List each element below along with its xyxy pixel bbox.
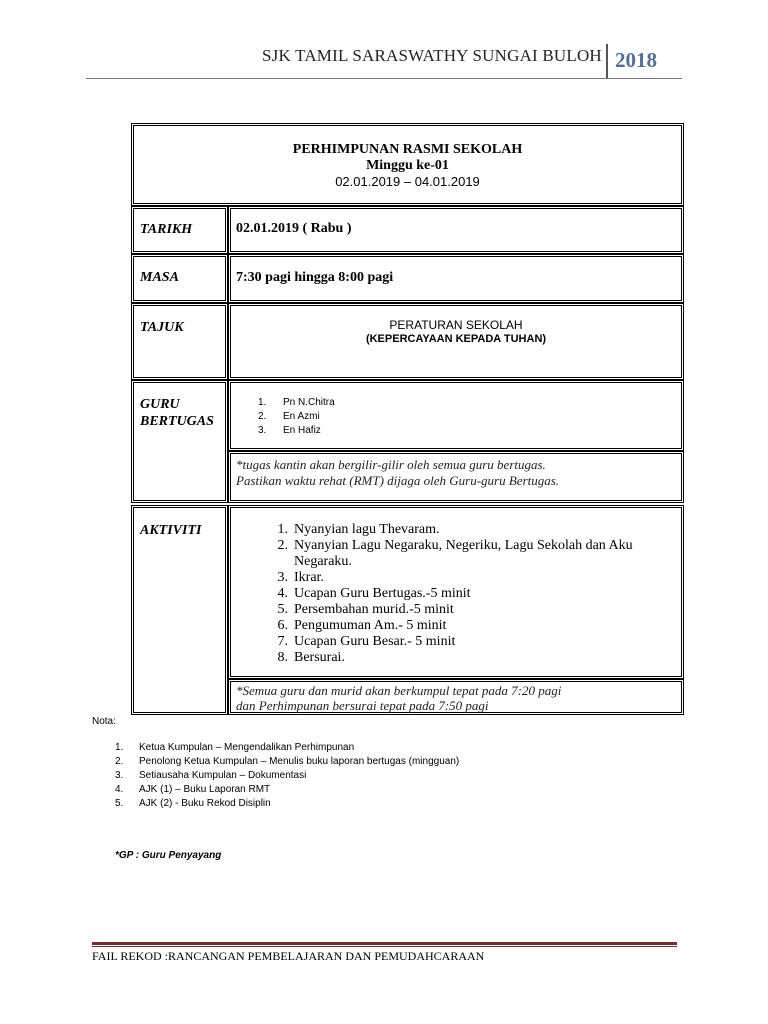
footer-rule-thick (92, 942, 677, 945)
list-item: 3. Ikrar. (277, 570, 324, 585)
tarikh-value: 02.01.2019 ( Rabu ) (236, 221, 352, 236)
tarikh-label: TARIKH (140, 222, 193, 237)
tajuk-line2: (KEPERCAYAAN KEPADA TUHAN) (365, 333, 547, 345)
list-item: 8. Bersurai. (277, 650, 345, 665)
list-item: 1. Pn N.Chitra (258, 397, 335, 408)
aktiviti-note-line1: *Semua guru dan murid akan berkumpul tepat pada 7:20 pagi (236, 683, 562, 698)
list-item: 4. Ucapan Guru Bertugas.-5 minit (277, 586, 471, 601)
school-name: SJK TAMIL SARASWATHY SUNGAI BULOH (262, 46, 602, 65)
form-date-range: 02.01.2019 – 04.01.2019 (335, 174, 480, 189)
guru-label-line1: GURU (140, 397, 180, 412)
form-week: Minggu ke-01 (366, 158, 449, 173)
list-item: 2. Nyanyian Lagu Negaraku, Negeriku, Lagu Sekolah dan Aku Negaraku. (277, 538, 633, 569)
guru-note-line1: *tugas kantin akan bergilir-gilir oleh semua guru bertugas. (236, 457, 546, 472)
guru-list (258, 396, 335, 438)
tajuk-label-cell (131, 303, 228, 380)
list-item: 2. En Azmi (258, 411, 320, 422)
list-item: 2. Penolong Ketua Kumpulan – Menulis buku laporan bertugas (mingguan) (115, 756, 460, 767)
nota-label: Nota: (92, 716, 116, 727)
list-item: 7. Ucapan Guru Besar.- 5 minit (277, 634, 456, 649)
aktiviti-list (264, 522, 654, 666)
list-item: 3. En Hafiz (258, 425, 321, 436)
footer-text: FAIL REKOD :RANCANGAN PEMBELAJARAN DAN PEMUDAHCARAAN (92, 949, 485, 963)
guru-note-line2: Pastikan waktu rehat (RMT) dijaga oleh Guru-guru Bertugas. (236, 473, 560, 488)
tajuk-label: TAJUK (140, 320, 184, 335)
list-item: 4. AJK (1) – Buku Laporan RMT (115, 784, 271, 795)
aktiviti-note-line2: dan Perhimpunan bersurai tepat pada 7:50 pagi (236, 698, 489, 713)
footer-rule-thin (92, 946, 677, 947)
header-divider (606, 44, 608, 78)
tajuk-line1: PERATURAN SEKOLAH (389, 318, 523, 332)
masa-label: MASA (140, 270, 179, 285)
header-rule (86, 78, 682, 79)
list-item: 1. Nyanyian lagu Thevaram. (277, 522, 440, 537)
list-item: 3. Setiausaha Kumpulan – Dokumentasi (115, 770, 307, 781)
list-item: 5. AJK (2) - Buku Rekod Disiplin (115, 798, 271, 809)
form-title: PERHIMPUNAN RASMI SEKOLAH (292, 142, 523, 157)
masa-value: 7:30 pagi hingga 8:00 pagi (236, 270, 394, 285)
aktiviti-label: AKTIVITI (140, 523, 202, 538)
guru-label-line2: BERTUGAS (140, 414, 214, 429)
header-year: 2018 (615, 48, 657, 72)
form-title-cell (131, 123, 684, 206)
list-item: 1. Ketua Kumpulan – Mengendalikan Perhimpunan (115, 742, 355, 753)
list-item: 6. Pengumuman Am.- 5 minit (277, 618, 447, 633)
list-item: 5. Persembahan murid.-5 minit (277, 602, 454, 617)
gp-note: *GP : Guru Penyayang (115, 850, 222, 861)
nota-list (115, 741, 459, 811)
